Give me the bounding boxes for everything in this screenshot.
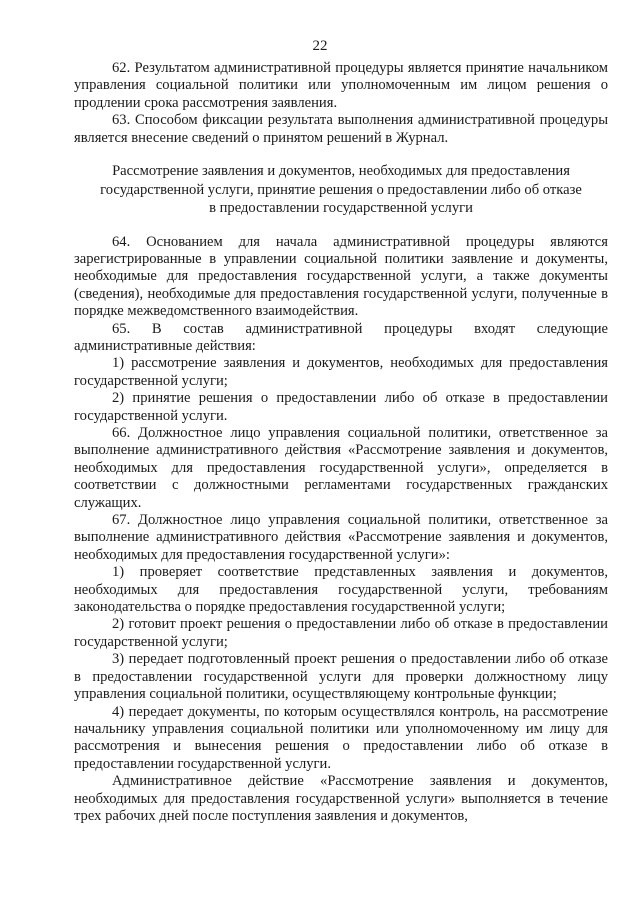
paragraph-66: 66. Должностное лицо управления социальной политики, ответственное за выполнение административного действия «Рассмотрение заявления и документов, необходимых для предоставления государственной услуги», определяется в соответствии с должностными регламентами государственных гражданских служащих. — [74, 425, 608, 511]
paragraph-65-item-2: 2) принятие решения о предоставлении либо об отказе в предоставлении государственной услуги. — [74, 390, 608, 424]
paragraph-64: 64. Основанием для начала административной процедуры являются зарегистрированные в управлении социальной политики заявление и документы, необходимые для предоставления государственной услуги, а также документы (сведения), необходимые для предоставления государственной услуги, полученные в порядке межведомственного взаимодействия. — [74, 233, 608, 320]
paragraph-65: 65. В состав административной процедуры входят следующие административные действия: — [74, 320, 608, 354]
paragraph-63: 63. Способом фиксации результата выполнения административной процедуры является внесение сведений о принятом решений в Журнал. — [74, 112, 608, 146]
paragraph-67-item-1: 1) проверяет соответствие представленных заявления и документов, необходимых для предоставления государственной услуги, требованиям законодательства о порядке предоставления государственной услуги; — [74, 564, 608, 616]
paragraph-65-item-1: 1) рассмотрение заявления и документов, необходимых для предоставления государственной услуги; — [74, 355, 608, 389]
paragraph-62: 62. Результатом административной процедуры является принятие начальником управления социальной политики или уполномоченным им лицом решения о продлении срока рассмотрения заявления. — [74, 60, 608, 111]
section-heading — [74, 162, 608, 218]
paragraph-admin-action: Административное действие «Рассмотрение заявления и документов, необходимых для предоставления государственной услуги» выполняется в течение трех рабочих дней после поступления заявления и документов, — [74, 773, 608, 824]
section-heading-line: Рассмотрение заявления и документов, необходимых для предоставления — [112, 163, 570, 180]
document-body — [74, 60, 608, 825]
paragraph-67-item-3: 3) передает подготовленный проект решения о предоставлении либо об отказе в предоставлении государственной услуги для проверки должностному лицу управления социальной политики, осуществляющему контрольные функции; — [74, 651, 608, 703]
section-heading-line: в предоставлении государственной услуги — [209, 200, 473, 217]
paragraph-67-item-4: 4) передает документы, по которым осуществлялся контроль, на рассмотрение начальнику управления социальной политики или уполномоченному им лицу для рассмотрения и вынесения решения о предоставлении либо об отказе в предоставлении государственной услуги. — [74, 703, 608, 772]
page-number: 22 — [312, 38, 328, 54]
section-heading-line: государственной услуги, принятие решения о предоставлении либо об отказе — [100, 181, 582, 198]
paragraph-67: 67. Должностное лицо управления социальной политики, ответственное за выполнение административного действия «Рассмотрение заявления и документов, необходимых для предоставления государственной услуги»: — [74, 512, 608, 563]
paragraph-67-item-2: 2) готовит проект решения о предоставлении либо об отказе в предоставлении государственной услуги; — [74, 616, 608, 650]
